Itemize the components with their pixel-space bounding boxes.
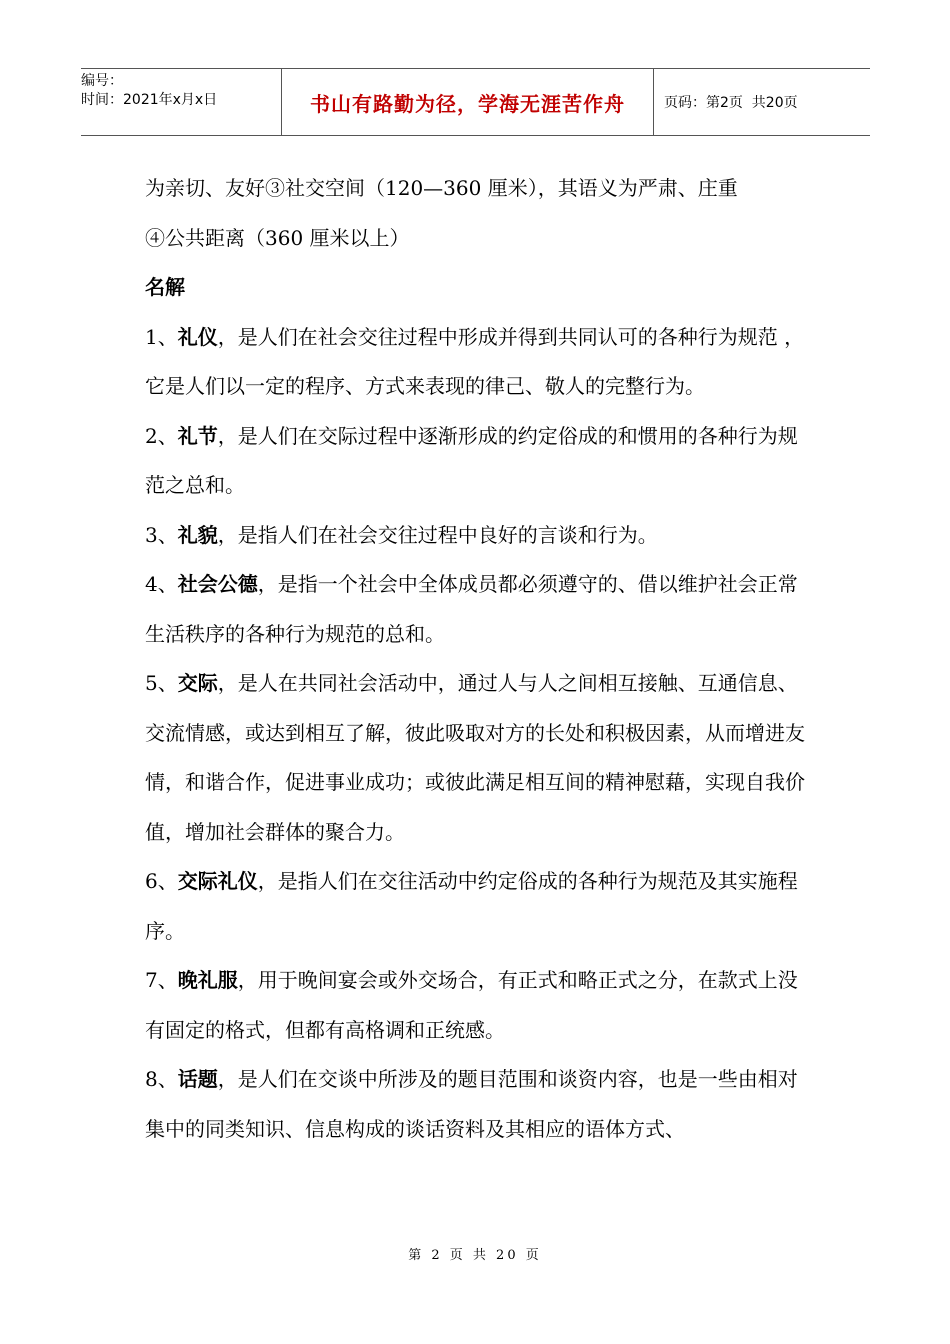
definition-item <box>145 956 810 1055</box>
definition-item <box>145 659 810 857</box>
definition-item <box>145 412 810 511</box>
definition-term: 交际礼仪 <box>177 869 258 893</box>
definition-item <box>145 313 810 412</box>
document-number-label: 编号： <box>81 73 123 89</box>
page-footer: 第 2 页 共 20 页 <box>408 1248 542 1263</box>
definition-number: 6、 <box>145 869 178 893</box>
definition-text: ，是人在共同社会活动中，通过人与人之间相互接触、互通信息、交流情感，或达到相互了解，彼此吸取对方的长处和积极因素，从而增进友情，和谐合作，促进事业成功；或彼此满足相互间的精神慰藉，实现自我价值，增加社会群体的聚合力。 <box>145 671 805 844</box>
definition-text: ，是指人们在社会交往过程中良好的言谈和行为。 <box>217 522 658 547</box>
body-line: ④公共距离（360 厘米以上） <box>145 225 410 250</box>
header-meta <box>81 69 281 135</box>
definition-text: ，是指一个社会中全体成员都必须遵守的、借以维护社会正常生活秩序的各种行为规范的总和。 <box>145 572 798 646</box>
definition-number: 2、 <box>145 423 178 448</box>
section-title: 名解 <box>145 275 185 299</box>
definition-text: ，是人们在社会交往过程中形成并得到共同认可的各种行为规范 ，它是人们以一定的程序、方式来表现的律己、敬人的完整行为。 <box>145 324 805 398</box>
definition-number: 3、 <box>145 522 178 547</box>
definition-text: ，用于晚间宴会或外交场合，有正式和略正式之分，在款式上没有固定的格式，但都有高格调和正统感。 <box>145 968 798 1042</box>
definition-item <box>145 857 810 956</box>
definition-term: 晚礼服 <box>177 968 238 992</box>
page-header <box>81 68 870 136</box>
header-motto-cell <box>281 69 654 135</box>
definition-term: 话题 <box>177 1067 218 1091</box>
header-page-info: 页码：第2页 共20页 <box>664 95 798 111</box>
definition-text: ，是人们在交谈中所涉及的题目范围和谈资内容，也是一些由相对集中的同类知识、信息构成的谈话资料及其相应的语体方式、 <box>145 1067 798 1141</box>
definition-text: ，是人们在交际过程中逐渐形成的约定俗成的和惯用的各种行为规范之总和。 <box>145 423 798 497</box>
definition-text: ，是指人们在交往活动中约定俗成的各种行为规范及其实施程序。 <box>145 869 798 943</box>
body-line: 为亲切、友好③社交空间（120—360 厘米），其语义为严肃、庄重 <box>145 176 738 200</box>
definition-number: 8、 <box>145 1067 178 1091</box>
definition-term: 交际 <box>177 671 218 695</box>
definition-number: 7、 <box>145 968 178 992</box>
definition-number: 5、 <box>145 671 178 695</box>
definition-item <box>145 511 810 561</box>
document-body <box>145 164 810 1154</box>
definition-term: 礼貌 <box>177 522 218 547</box>
definition-term: 礼仪 <box>177 324 218 349</box>
definition-term: 礼节 <box>177 423 218 448</box>
definition-number: 1、 <box>145 324 178 349</box>
definition-number: 4、 <box>145 572 178 596</box>
definition-item <box>145 560 810 659</box>
definition-term: 社会公德 <box>177 572 258 596</box>
header-motto: 书山有路勤为径，学海无涯苦作舟 <box>310 91 625 116</box>
document-time-label: 时间：2021年x月x日 <box>81 92 218 108</box>
definition-item <box>145 1055 810 1154</box>
